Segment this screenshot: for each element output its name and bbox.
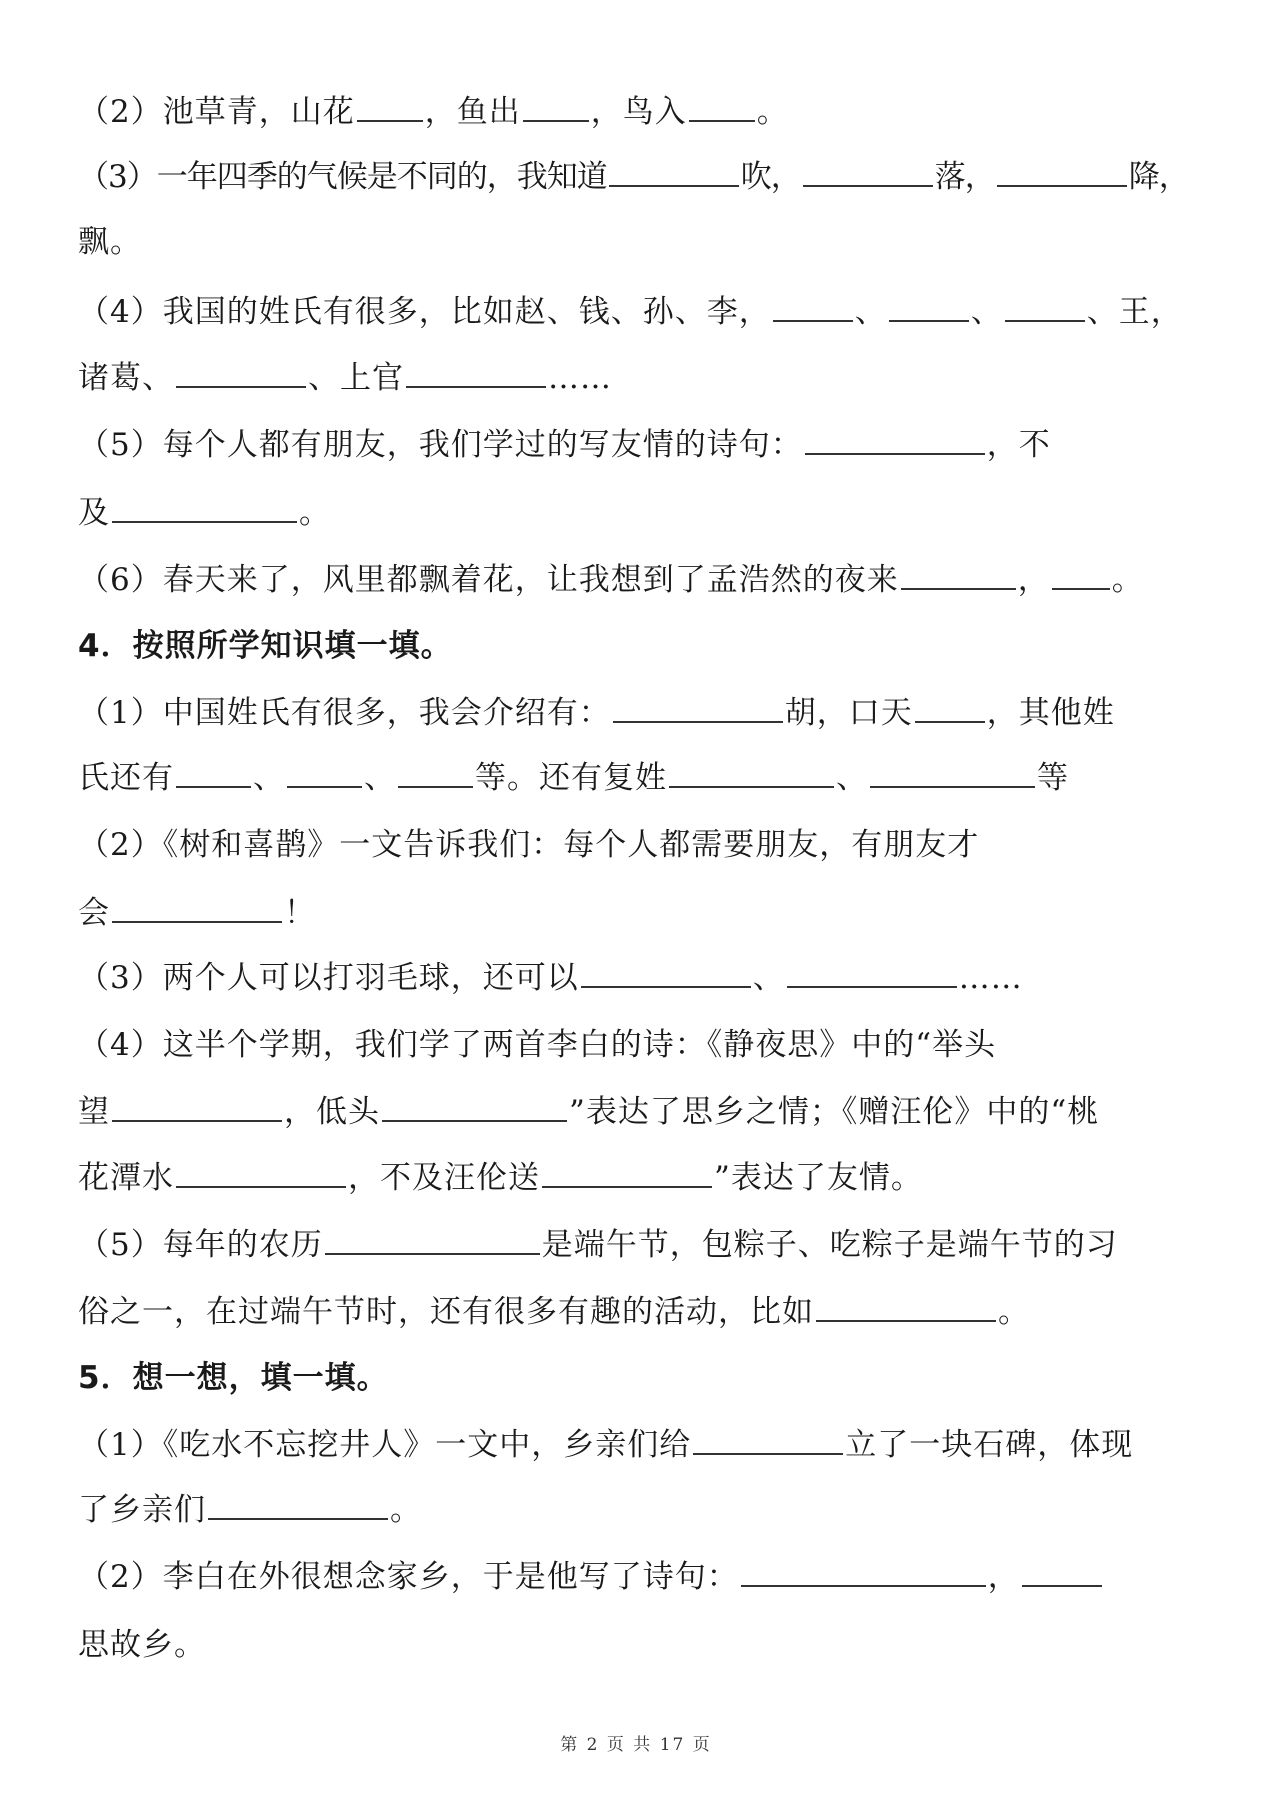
answer-blank[interactable] [112, 893, 282, 923]
item-text: ， [987, 1559, 1020, 1595]
item-text: 胡，口天 [784, 695, 913, 731]
answer-blank[interactable] [176, 758, 251, 788]
q4-item-5 [78, 1225, 1118, 1265]
item-text: 。 [998, 1294, 1030, 1330]
item-text: 思故乡。 [78, 1627, 206, 1663]
item-text: 及 [78, 495, 110, 531]
answer-blank[interactable] [805, 425, 985, 455]
q3-item-3 [78, 157, 1189, 197]
answer-blank[interactable] [325, 1225, 540, 1255]
q5-item-1-cont [78, 1490, 422, 1530]
answer-blank[interactable] [693, 1425, 843, 1455]
answer-blank[interactable] [542, 1158, 712, 1188]
item-text: 了乡亲们 [78, 1492, 206, 1528]
answer-blank[interactable] [357, 92, 423, 122]
item-text: ”表达了思乡之情；《赠汪伦》中的“桃 [569, 1094, 1100, 1130]
q4-item-3 [78, 958, 1023, 998]
item-text: 、上官 [308, 360, 404, 396]
item-label: （2） [78, 1559, 163, 1595]
item-label: （5） [78, 1227, 163, 1263]
q3-item-3-cont [78, 222, 142, 262]
item-text: 望 [78, 1094, 110, 1130]
item-label: （3） [78, 159, 157, 195]
item-text: ”表达了友情。 [714, 1160, 923, 1196]
item-text: 春天来了，风里都飘着花，让我想到了孟浩然的夜来 [162, 562, 899, 598]
q4-item-1 [78, 693, 1115, 733]
item-label: （2） [78, 94, 163, 130]
item-text: 俗之一，在过端午节时，还有很多有趣的活动，比如 [78, 1294, 814, 1330]
answer-blank[interactable] [523, 92, 589, 122]
item-text: …… [548, 360, 612, 396]
item-text: 立了一块石碑，体现 [845, 1427, 1134, 1463]
item-label: （5） [78, 427, 163, 463]
item-text: 。 [756, 94, 789, 130]
item-text: 、 [836, 760, 868, 796]
answer-blank[interactable] [741, 1557, 986, 1587]
answer-blank[interactable] [1005, 292, 1085, 322]
answer-blank[interactable] [816, 1292, 996, 1322]
q5-item-2 [78, 1557, 1104, 1597]
item-label: （1） [78, 1427, 163, 1463]
item-text: 这半个学期，我们学了两首李白的诗：《静夜思》中的“举头 [162, 1027, 997, 1063]
item-text: 池草青，山花 [162, 94, 355, 130]
answer-blank[interactable] [915, 693, 985, 723]
item-text: 。 [299, 495, 331, 531]
item-text: 花潭水 [78, 1160, 174, 1196]
q4-item-4-cont2 [78, 1158, 923, 1198]
answer-blank[interactable] [406, 358, 546, 388]
item-text: 落， [934, 159, 995, 195]
item-text: 、王， [1086, 294, 1183, 330]
answer-blank[interactable] [901, 560, 1016, 590]
answer-blank[interactable] [112, 1092, 282, 1122]
item-label: （4） [78, 1027, 163, 1063]
item-text: 氏还有 [78, 760, 174, 796]
item-text: 中国姓氏有很多，我会介绍有： [162, 695, 611, 731]
item-text: ，低头 [284, 1094, 380, 1130]
item-text: 降， [1128, 159, 1189, 195]
answer-blank[interactable] [1052, 560, 1110, 590]
q3-item-5 [78, 425, 1051, 465]
q3-item-5-cont [78, 493, 331, 533]
item-text: 、 [854, 294, 887, 330]
q3-item-4-cont [78, 358, 612, 398]
item-text: 。 [1111, 562, 1144, 598]
item-text: 我国的姓氏有很多，比如赵、钱、孙、李， [162, 294, 771, 330]
answer-blank[interactable] [669, 758, 834, 788]
q5-item-1 [78, 1425, 1133, 1465]
q4-item-4-cont1 [78, 1092, 1099, 1132]
answer-blank[interactable] [997, 157, 1127, 187]
item-text: 、 [752, 960, 785, 996]
section-heading-q4: 4．按照所学知识填一填。 [78, 628, 453, 664]
answer-blank[interactable] [787, 958, 957, 988]
item-text: 飘。 [78, 224, 142, 260]
item-text: ，鱼出 [424, 94, 521, 130]
item-text: 、 [364, 760, 396, 796]
item-text: ，鸟入 [590, 94, 687, 130]
answer-blank[interactable] [803, 157, 933, 187]
answer-blank[interactable] [870, 758, 1035, 788]
item-text: ，不及汪伦送 [348, 1160, 540, 1196]
item-label: （6） [78, 562, 163, 598]
item-text: 会 [78, 895, 110, 931]
answer-blank[interactable] [398, 758, 473, 788]
item-text: 每年的农历 [162, 1227, 323, 1263]
q4-item-5-cont [78, 1292, 1030, 1332]
item-text: ，不 [986, 427, 1051, 463]
q3-item-6 [78, 560, 1144, 600]
answer-blank[interactable] [382, 1092, 567, 1122]
answer-blank[interactable] [176, 358, 306, 388]
answer-blank[interactable] [176, 1158, 346, 1188]
answer-blank[interactable] [889, 292, 969, 322]
section-heading-q5: 5．想一想，填一填。 [78, 1360, 389, 1396]
q5-item-2-cont [78, 1625, 206, 1665]
answer-blank[interactable] [613, 693, 783, 723]
answer-blank[interactable] [112, 493, 297, 523]
item-text: 是端午节，包粽子、吃粽子是端午节的习 [541, 1227, 1118, 1263]
item-text: 《树和喜鹊》一文告诉我们：每个人都需要朋友，有朋友才 [162, 827, 980, 863]
q4-item-4 [78, 1025, 996, 1065]
answer-blank[interactable] [581, 958, 751, 988]
item-text: 、 [253, 760, 285, 796]
item-text: ，其他姓 [986, 695, 1115, 731]
q4-item-2 [78, 825, 979, 865]
q4-item-1-cont [78, 758, 1069, 798]
item-text: 李白在外很想念家乡，于是他写了诗句： [162, 1559, 739, 1595]
answer-blank[interactable] [1022, 1557, 1102, 1587]
page-footer: 第 2 页 共 17 页 [560, 1735, 712, 1755]
q3-item-2 [78, 92, 789, 132]
q3-item-4 [78, 292, 1183, 332]
answer-blank[interactable] [609, 157, 739, 187]
item-text: ， [1017, 562, 1050, 598]
item-text: 等 [1037, 760, 1069, 796]
item-text: 。 [390, 1492, 422, 1528]
item-label: （3） [78, 960, 163, 996]
answer-blank[interactable] [689, 92, 755, 122]
item-text: 诸葛、 [78, 360, 174, 396]
item-label: （1） [78, 695, 163, 731]
item-text: 吹， [740, 159, 801, 195]
answer-blank[interactable] [773, 292, 853, 322]
item-text: 两个人可以打羽毛球，还可以 [162, 960, 579, 996]
q4-item-2-cont [78, 893, 316, 933]
answer-blank[interactable] [287, 758, 362, 788]
item-label: （2） [78, 827, 163, 863]
item-label: （4） [78, 294, 163, 330]
item-text: 一年四季的气候是不同的，我知道 [156, 159, 607, 195]
item-text: 每个人都有朋友，我们学过的写友情的诗句： [162, 427, 803, 463]
item-text: 等。还有复姓 [475, 760, 667, 796]
item-text: 、 [970, 294, 1003, 330]
item-text: …… [958, 960, 1023, 996]
item-text: 《吃水不忘挖井人》一文中，乡亲们给 [162, 1427, 692, 1463]
item-text: ！ [284, 895, 316, 931]
answer-blank[interactable] [208, 1490, 388, 1520]
